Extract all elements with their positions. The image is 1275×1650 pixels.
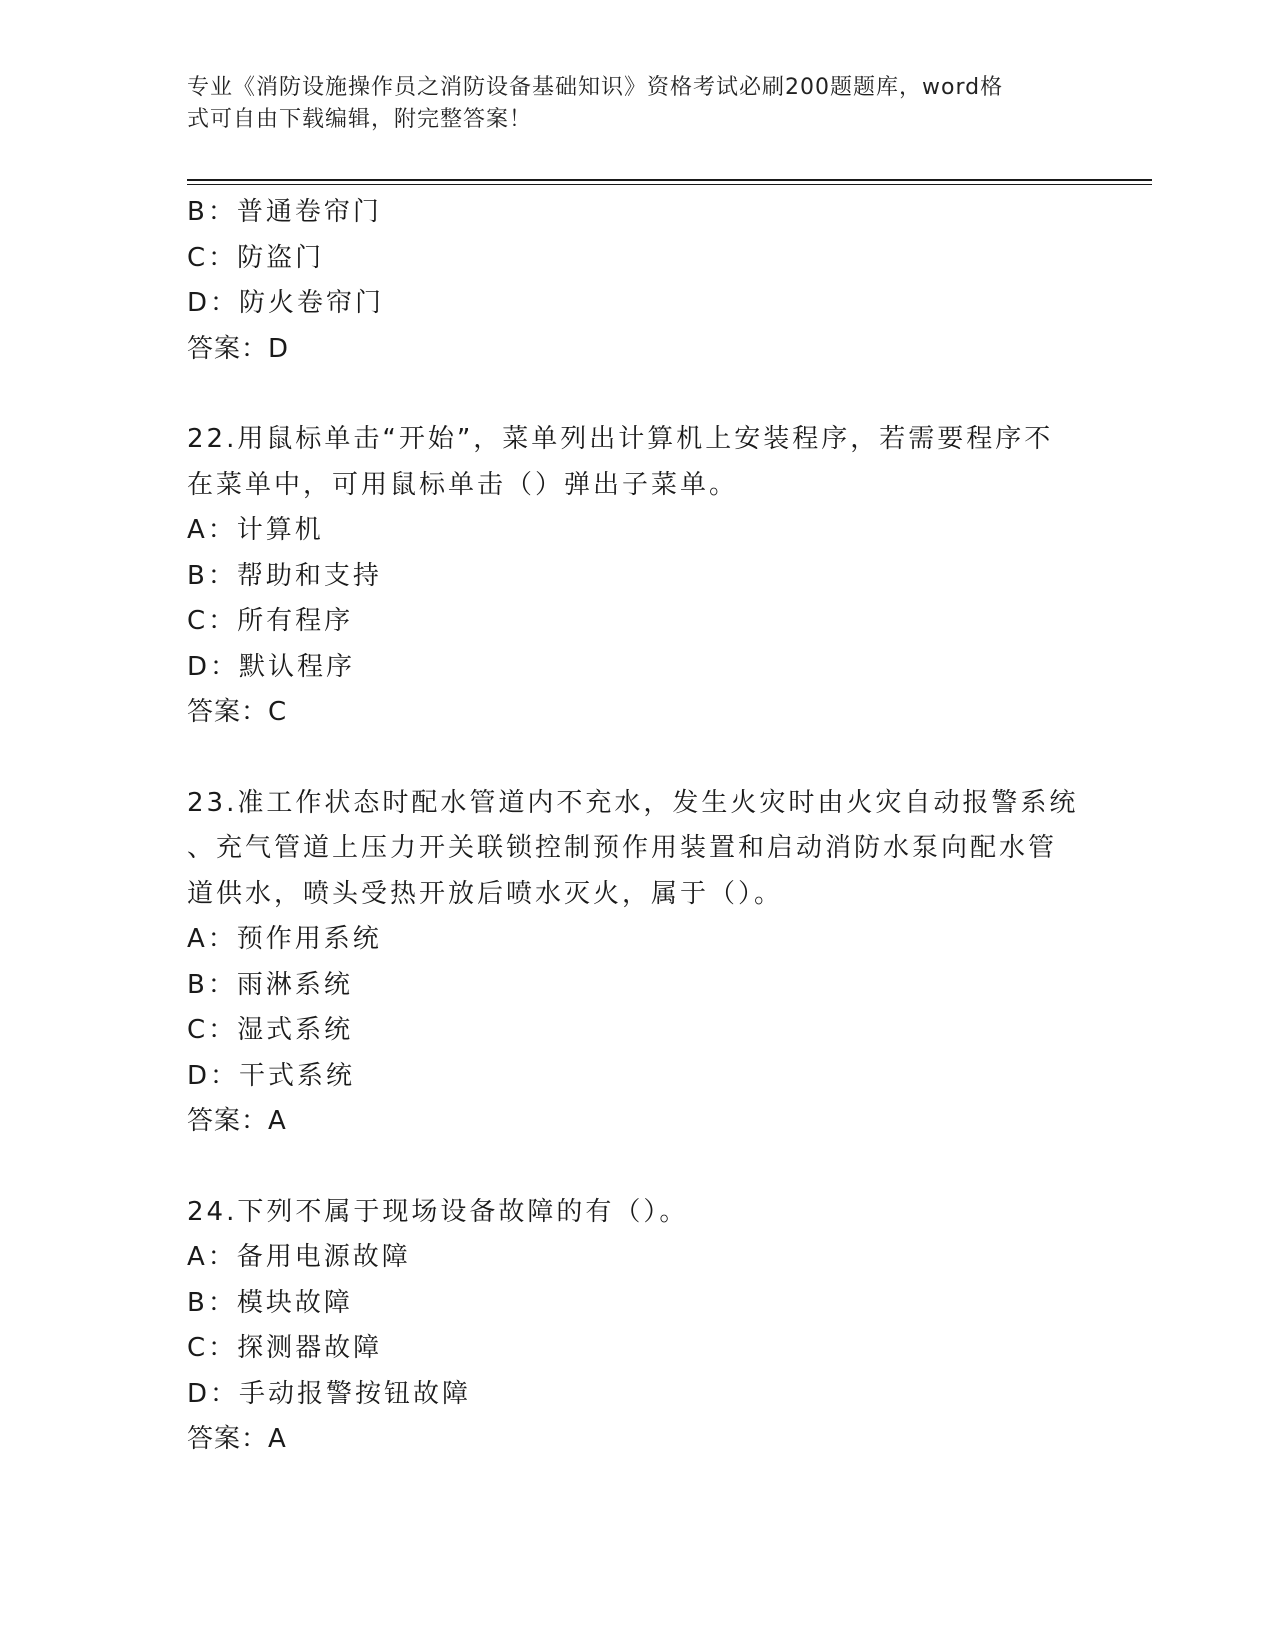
- question-21-continued: [187, 190, 1087, 372]
- header-rule-thin: [187, 184, 1152, 185]
- header-title-line-1: 专业《消防设施操作员之消防设备基础知识》资格考试必刷200题题库，word格: [187, 75, 1004, 100]
- option-c: C：探测器故障: [187, 1333, 383, 1363]
- answer: 答案：C: [187, 697, 288, 727]
- answer: 答案：D: [187, 333, 290, 364]
- question-stem-line: 22.用鼠标单击“开始”，菜单列出计算机上安装程序，若需要程序不: [187, 424, 1054, 454]
- option-b: B：模块故障: [187, 1287, 353, 1318]
- option-b: B：帮助和支持: [187, 560, 382, 591]
- answer: 答案：A: [187, 1106, 287, 1136]
- spacer: [187, 1145, 1087, 1190]
- question-stem-line: 道供水，喷头受热开放后喷水灭火，属于（）。: [187, 878, 784, 909]
- option-a: A：备用电源故障: [187, 1242, 411, 1272]
- question-stem-line: 、充气管道上压力开关联锁控制预作用装置和启动消防水泵向配水管: [187, 833, 1058, 863]
- question-22: [187, 417, 1087, 736]
- option-b: B：普通卷帘门: [187, 197, 382, 227]
- question-stem-line: 在菜单中，可用鼠标单击（）弹出子菜单。: [187, 469, 739, 500]
- header-title-line-2: 式可自由下载编辑，附完整答案！: [187, 107, 533, 132]
- question-23: [187, 781, 1087, 1145]
- question-stem-line: 24.下列不属于现场设备故障的有（）。: [187, 1196, 689, 1227]
- question-24: [187, 1190, 1087, 1463]
- spacer: [187, 736, 1087, 781]
- option-c: C：湿式系统: [187, 1015, 354, 1045]
- option-b: B：雨淋系统: [187, 969, 353, 1000]
- question-stem-line: 23.准工作状态时配水管道内不充水，发生火灾时由火灾自动报警系统: [187, 787, 1079, 818]
- option-c: C：所有程序: [187, 606, 354, 636]
- option-c: C：防盗门: [187, 242, 325, 273]
- spacer: [187, 372, 1087, 417]
- option-a: A：计算机: [187, 515, 324, 545]
- option-d: D：干式系统: [187, 1060, 356, 1091]
- option-d: D：默认程序: [187, 651, 356, 682]
- answer: 答案：A: [187, 1424, 287, 1454]
- option-d: D：手动报警按钮故障: [187, 1378, 472, 1409]
- option-d: D：防火卷帘门: [187, 288, 385, 318]
- header-rule-thick: [187, 179, 1152, 181]
- document-header: [187, 72, 1067, 136]
- question-list: [187, 190, 1087, 1463]
- option-a: A：预作用系统: [187, 924, 382, 954]
